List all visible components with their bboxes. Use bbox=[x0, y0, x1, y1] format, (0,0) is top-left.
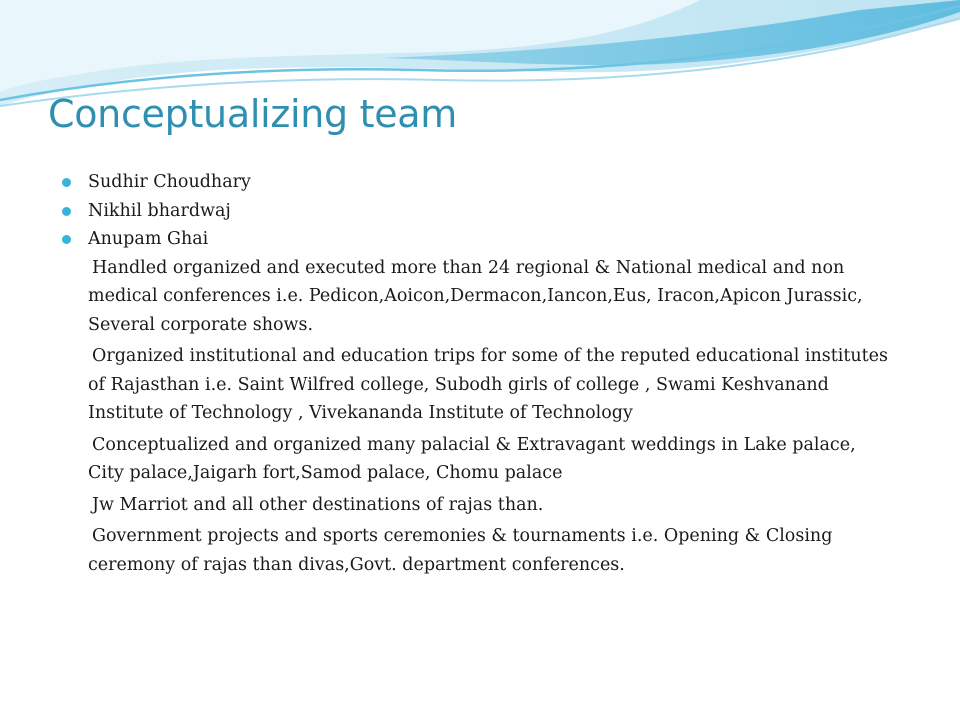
bullet-dot-icon bbox=[62, 178, 71, 187]
team-member-list bbox=[62, 168, 892, 254]
team-member-item bbox=[62, 197, 892, 226]
description-paragraph: Conceptualized and organized many palacial & Extravagant weddings in Lake palace, City palace,Jaigarh fort,Samod palace, Chomu palace bbox=[88, 434, 856, 483]
description-paragraph: Handled organized and executed more than 24 regional & National medical and non medical conferences i.e. Pedicon,Aoicon,Dermacon,Iancon,Eus, Iracon,Apicon Jurassic, Several corporate shows. bbox=[88, 257, 863, 335]
team-member-name: Anupam Ghai bbox=[88, 229, 209, 249]
team-member-name: Sudhir Choudhary bbox=[88, 172, 251, 192]
slide-title: Conceptualizing team bbox=[48, 92, 458, 136]
description-paragraph: Organized institutional and education trips for some of the reputed educational institutes of Rajasthan i.e. Saint Wilfred college, Subodh girls of college , Swami Keshvanand Institute of Technology , Vivekananda Institute of Technology bbox=[88, 346, 889, 423]
description-paragraph: Government projects and sports ceremonies & tournaments i.e. Opening & Closing ceremony of rajas than divas,Govt. department conferences. bbox=[88, 526, 833, 575]
description-paragraph: Jw Marriot and all other destinations of rajas than. bbox=[92, 494, 544, 515]
bullet-dot-icon bbox=[62, 207, 71, 216]
team-member-name: Nikhil bhardwaj bbox=[88, 200, 231, 221]
bullet-dot-icon bbox=[62, 235, 71, 244]
team-member-item bbox=[62, 225, 892, 254]
slide-body bbox=[62, 168, 892, 582]
team-member-item bbox=[62, 168, 892, 197]
